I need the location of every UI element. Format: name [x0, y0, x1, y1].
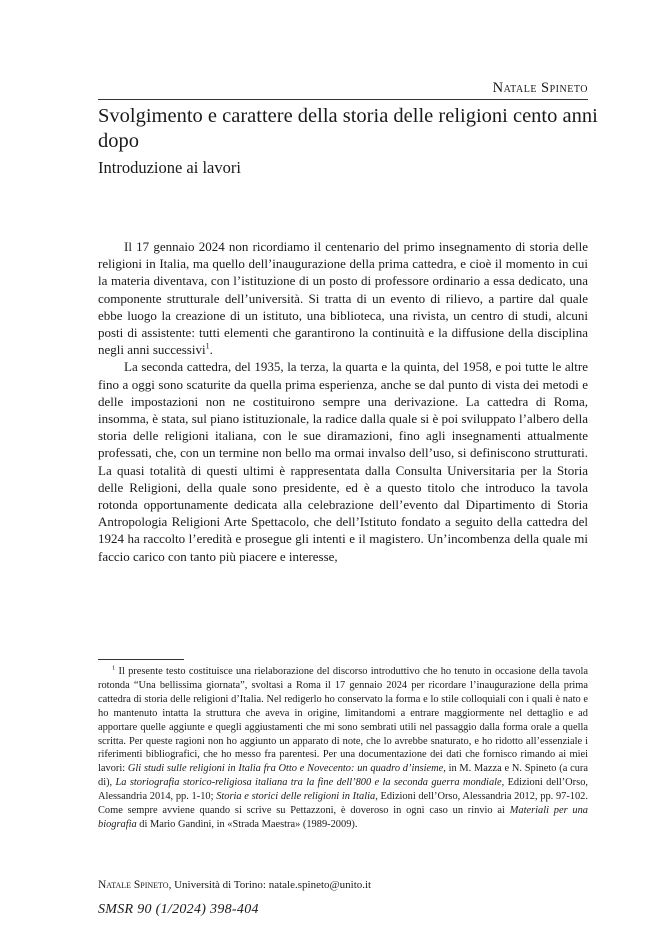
footnote-marker: 1 — [112, 664, 116, 672]
cited-title: La storiografia storico-religiosa italiana tra la fine dell’800 e la seconda guerra mondiale — [115, 777, 502, 789]
article-title: Svolgimento e carattere della storia delle religioni cento anni dopo — [98, 105, 598, 152]
running-header-author: Natale Spineto — [492, 80, 588, 96]
footnote — [98, 665, 588, 832]
journal-reference: SMSR 90 (1/2024) 398-404 — [98, 902, 259, 917]
footnote-text: Il presente testo costituisce una rielaborazione del discorso introduttivo che ho tenuto in occasione della tavola rotonda “Una bellissima giornata”, svoltasi a Roma il 17 gennaio 2024 per ricordare l’inaugurazione della prima cattedra di storia delle religioni d’Italia. Nel redigerlo ho conservato la forma e lo stile colloquiali con i quali è nato e ho mantenuto intatta la struttura che aveva in origine, limitandomi a entrare maggiormente nel dettaglio e ad apportare quelle aggiunte e quegli aggiustamenti che mi sono sembrati utili nel passaggio dalla forma orale a quella scritta. Per queste ragioni non ho aggiunto un apparato di note, che lo avrebbe snaturato, e ho ridotto all’essenziale i riferimenti bibliografici, che ho messo fra parentesi. Per una documentazione dei dati che fornisco rimando ai miei lavori: — [98, 666, 588, 775]
footnote-separator — [98, 659, 184, 660]
affiliation-text: , Università di Torino: natale.spineto@unito.it — [168, 879, 372, 891]
paragraph-text: Il 17 gennaio 2024 non ricordiamo il centenario del primo insegnamento di storia delle religioni in Italia, ma quello dell’inaugurazione della prima cattedra, e cioè il momento in cui la materia diventava, con l’istituzione di un posto di professore ordinario a essa dedicato, una componente strutturale dell’università. Si tratta di un evento di rilievo, a partire dal quale ebbe luogo la creazione di un istituto, una biblioteca, una rivista, un centro di studi, alcuni posti di assistente: tutti elementi che garantirono la continuità e la diffusione della disciplina negli anni successivi — [98, 239, 588, 358]
article-body — [98, 238, 588, 565]
body-paragraph: La seconda cattedra, del 1935, la terza, la quarta e la quinta, del 1958, e poi tutte le altre fino a oggi sono scaturite da quella prima esperienza, anche se dal punto di vista dei metodi e delle impostazioni non ne costituirono sempre una derivazione. La cattedra di Roma, insomma, è stata, sul piano istituzionale, la radice dalla quale si è poi sviluppato l’albero della storia delle religioni italiana, con le sue diramazioni, fino agli insegnamenti attualmente professati, che, con un termine non bello ma ormai invalso dell’uso, si definiscono strutturati. La quasi totalità di questi ultimi è rappresentata dalla Consulta Universitaria per la Storia delle Religioni, della quale sono presidente, ed è a questo titolo che introduco la tavola rotonda opportunamente dedicata alla celebrazione dell’evento dal Dipartimento di Storia Antropologia Religioni Arte Spettacolo, che dell’Istituto fondato a seguito della cattedra del 1924 ha raccolto l’eredità e prosegue gli intenti e il magistero. Un’incombenza della quale mi faccio carico con tanto più piacere e interesse, — [98, 359, 588, 564]
author-affiliation — [98, 879, 371, 891]
cited-title: Gli studi sulle religioni in Italia fra Otto e Novecento: un quadro d’insieme — [127, 763, 444, 775]
cited-title: Materiali per una biografia — [98, 805, 588, 830]
cited-title: Storia e storici delle religioni in Italia — [216, 791, 376, 803]
footnote-text: , Edizioni dell’Orso, Alessandria 2012, pp. 97-102. Come sempre avviene quando si scrive su Pettazzoni, è doveroso in ogni caso un rinvio ai — [98, 791, 588, 817]
footnote-text: , in M. Mazza e N. Spineto (a cura di), — [98, 763, 588, 789]
footnote-text: di Mario Gandini, in «Strada Maestra» (1989-2009). — [136, 818, 358, 830]
article-subtitle: Introduzione ai lavori — [98, 158, 241, 177]
footnote-reference[interactable]: 1 — [205, 341, 210, 351]
footnote-text: , Edizioni dell’Orso, Alessandria 2014, pp. 1-10; — [98, 777, 588, 803]
header-rule — [98, 99, 588, 100]
affiliation-name: Natale Spineto — [98, 879, 169, 891]
body-paragraph: Il 17 gennaio 2024 non ricordiamo il centenario del primo insegnamento di storia delle religioni in Italia, ma quello dell’inaugurazione della prima cattedra, e cioè il momento in cui la materia diventava, con l’istituzione di un posto di professore ordinario a essa dedicato, una componente strutturale dell’università. Si tratta di un evento di rilievo, a partire dal quale ebbe luogo la creazione di un istituto, una biblioteca, una rivista, un centro di studi, alcuni posti di assistente: tutti elementi che garantirono la continuità e la diffusione della disciplina negli anni successivi$^1$. — [98, 239, 588, 358]
